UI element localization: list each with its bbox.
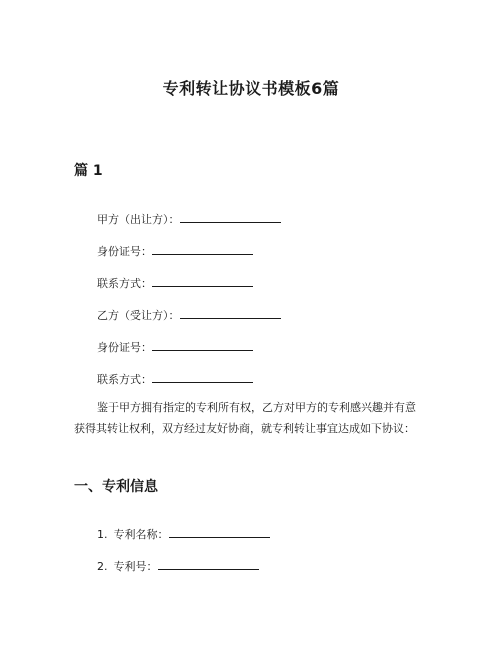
field-label: 联系方式： [97, 277, 152, 290]
list-number: 1. [97, 528, 108, 541]
list-item [97, 558, 259, 574]
field-label: 联系方式： [97, 373, 152, 386]
party-a-field [97, 211, 281, 227]
blank-line [158, 558, 259, 570]
party-b-field [97, 307, 281, 323]
party-b-contact-field [97, 371, 253, 387]
blank-line [152, 371, 253, 383]
party-b-id-field [97, 339, 253, 355]
list-label: 专利号： [113, 560, 158, 573]
intro-paragraph: 鉴于甲方拥有指定的专利所有权，乙方对甲方的专利感兴趣并有意获得其转让权利，双方经过友好协商，就专利转让事宜达成如下协议： [74, 401, 416, 435]
blank-line [169, 526, 270, 538]
document-title: 专利转让协议书模板6篇 [162, 79, 340, 98]
list-number: 2. [97, 560, 108, 573]
blank-line [152, 275, 253, 287]
party-a-contact-field [97, 275, 253, 291]
list-item [97, 526, 270, 542]
field-label: 身份证号： [97, 341, 152, 354]
field-label: 乙方（受让方）： [97, 309, 180, 322]
blank-line [152, 339, 253, 351]
blank-line [180, 307, 281, 319]
section-heading: 篇 1 [74, 163, 103, 179]
blank-line [180, 211, 281, 223]
subsection-heading: 一、专利信息 [74, 479, 158, 495]
field-label: 身份证号： [97, 245, 152, 258]
list-label: 专利名称： [113, 528, 169, 541]
blank-line [152, 243, 253, 255]
party-a-id-field [97, 243, 253, 259]
field-label: 甲方（出让方）： [97, 213, 180, 226]
